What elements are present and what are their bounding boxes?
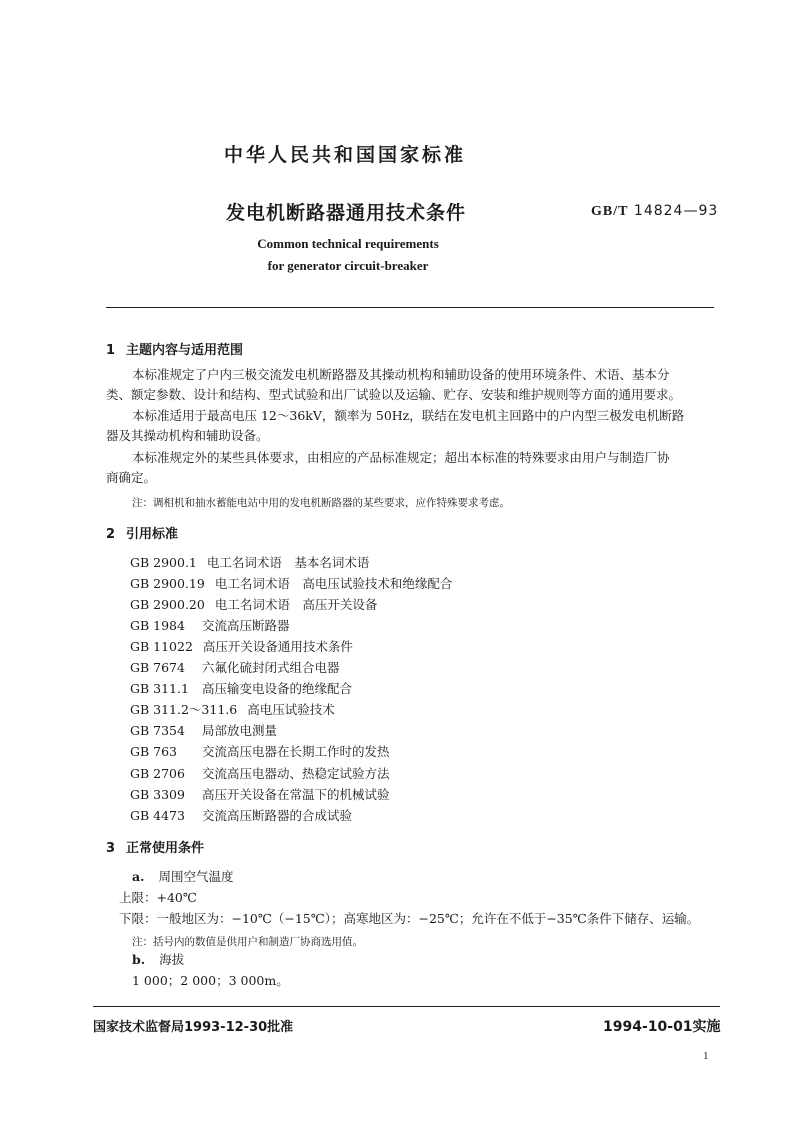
reference-code: GB 4473 bbox=[130, 808, 185, 823]
section-1-para1-line2: 类、额定参数、设计和结构、型式试验和出厂试验以及运输、贮存、安装和维护规则等方面的通用要求。 bbox=[106, 387, 682, 402]
item-b-title: 海拔 bbox=[159, 952, 185, 967]
reference-title: 电工名词术语 基本名词术语 bbox=[206, 555, 370, 570]
reference-item bbox=[130, 658, 340, 676]
item-b-label: b. bbox=[132, 952, 146, 967]
section-1-para3-line2: 商确定。 bbox=[106, 470, 157, 485]
reference-code: GB 2900.1 bbox=[130, 555, 197, 570]
reference-title: 电工名词术语 高压开关设备 bbox=[214, 597, 378, 612]
item-a-label: a. bbox=[132, 869, 145, 884]
section-1-note: 注：调相机和抽水蓄能电站中用的发电机断路器的某些要求，应作特殊要求考虑。 bbox=[132, 497, 510, 509]
header-divider bbox=[106, 307, 714, 308]
reference-code: GB 7674 bbox=[130, 660, 185, 675]
reference-code: GB 2900.20 bbox=[130, 597, 205, 612]
reference-item bbox=[130, 764, 390, 782]
reference-title: 高压开关设备通用技术条件 bbox=[202, 639, 353, 654]
reference-title: 高压开关设备在常温下的机械试验 bbox=[202, 787, 390, 802]
reference-item bbox=[130, 616, 290, 634]
item-a bbox=[132, 867, 233, 887]
page-number: 1 bbox=[703, 1050, 709, 1062]
section-2-title: 引用标准 bbox=[126, 527, 179, 542]
approval-statement: 国家技术监督局1993-12-30批准 bbox=[93, 1020, 294, 1035]
temperature-upper-limit: 上限：+40℃ bbox=[119, 890, 197, 905]
section-1-title: 主题内容与适用范围 bbox=[126, 343, 244, 358]
reference-code: GB 3309 bbox=[130, 787, 185, 802]
reference-item bbox=[130, 679, 352, 697]
document-code-prefix: GB/T bbox=[591, 204, 629, 219]
reference-item bbox=[130, 785, 390, 803]
section-2-number: 2 bbox=[106, 527, 116, 542]
reference-title: 六氟化硫封闭式组合电器 bbox=[202, 660, 340, 675]
reference-code: GB 7354 bbox=[130, 723, 185, 738]
reference-item bbox=[130, 742, 390, 760]
english-title-line1: Common technical requirements bbox=[257, 236, 439, 251]
section-1-heading bbox=[106, 339, 243, 358]
section-3-title: 正常使用条件 bbox=[126, 841, 205, 856]
implementation-date: 1994-10-01实施 bbox=[603, 1019, 721, 1035]
section-3-note: 注：括号内的数值是供用户和制造厂协商选用值。 bbox=[132, 936, 363, 948]
document-code-number: 14824—93 bbox=[633, 203, 719, 219]
national-standard-title: 中华人民共和国国家标准 bbox=[223, 144, 466, 166]
reference-item bbox=[130, 574, 452, 592]
section-1-para2-line2: 器及其操动机构和辅助设备。 bbox=[106, 428, 269, 443]
reference-item bbox=[130, 700, 335, 718]
footer-divider bbox=[93, 1006, 720, 1007]
reference-title: 电工名词术语 高电压试验技术和绝缘配合 bbox=[214, 576, 453, 591]
reference-code: GB 311.2～311.6 bbox=[130, 702, 238, 717]
section-1-para3-line1: 本标准规定外的某些具体要求，由相应的产品标准规定；超出本标准的特殊要求由用户与制造厂协 bbox=[132, 450, 670, 465]
reference-code: GB 1984 bbox=[130, 618, 185, 633]
section-3-number: 3 bbox=[106, 841, 116, 856]
item-b bbox=[132, 950, 184, 970]
item-a-title: 周围空气温度 bbox=[158, 869, 234, 884]
section-1-para1-line1: 本标准规定了户内三极交流发电机断路器及其操动机构和辅助设备的使用环境条件、术语、基本分 bbox=[132, 367, 670, 382]
reference-code: GB 763 bbox=[130, 744, 178, 759]
reference-code: GB 311.1 bbox=[130, 681, 189, 696]
reference-title: 交流高压断路器的合成试验 bbox=[202, 808, 353, 823]
reference-code: GB 2900.19 bbox=[130, 576, 205, 591]
reference-title: 交流高压断路器 bbox=[202, 618, 290, 633]
section-1-para2-line1: 本标准适用于最高电压 12～36kV，额率为 50Hz，联结在发电机主回路中的户内型三极发电机断路 bbox=[132, 408, 685, 423]
reference-title: 交流高压电器在长期工作时的发热 bbox=[202, 744, 390, 759]
section-2-heading bbox=[106, 523, 178, 542]
reference-item bbox=[130, 637, 353, 655]
temperature-lower-limit: 下限：一般地区为：−10℃（−15℃）；高寒地区为：−25℃；允许在不低于−35℃条件下储存、运输。 bbox=[119, 911, 700, 926]
document-title: 发电机断路器通用技术条件 bbox=[226, 202, 467, 224]
document-code bbox=[591, 203, 718, 220]
english-title-line2: for generator circuit-breaker bbox=[267, 258, 429, 273]
reference-code: GB 11022 bbox=[130, 639, 193, 654]
reference-item bbox=[130, 721, 277, 739]
reference-item bbox=[130, 595, 377, 613]
reference-title: 高压输变电设备的绝缘配合 bbox=[202, 681, 353, 696]
altitude-values: 1 000；2 000；3 000m。 bbox=[132, 973, 289, 988]
section-1-number: 1 bbox=[106, 343, 116, 358]
section-3-heading bbox=[106, 837, 204, 856]
reference-title: 交流高压电器动、热稳定试验方法 bbox=[202, 766, 390, 781]
reference-title: 高电压试验技术 bbox=[247, 702, 335, 717]
reference-item bbox=[130, 806, 352, 824]
reference-item bbox=[130, 553, 369, 571]
reference-title: 局部放电测量 bbox=[202, 723, 278, 738]
reference-code: GB 2706 bbox=[130, 766, 185, 781]
